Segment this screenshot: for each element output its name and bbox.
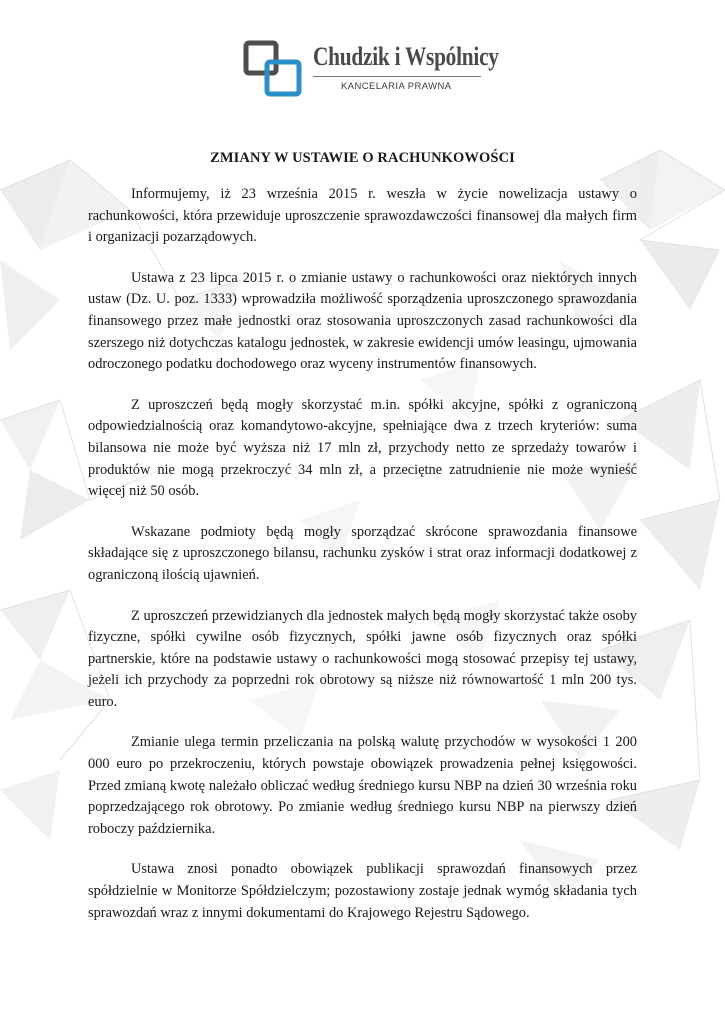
paragraph: Zmianie ulega termin przeliczania na polską walutę przychodów w wysokości 1 200 000 euro po przekroczeniu, których powstaje obowiązek prowadzenia pełnej księgowości. Przed zmianą kwotę należało obliczać według średniego kursu NBP na dzień 30 września roku poprzedzającego rok obrotowy. Po zmianie według średniego kursu NBP na pierwszy dzień roboczy października. bbox=[88, 734, 637, 837]
paragraph: Wskazane podmioty będą mogły sporządzać skrócone sprawozdania finansowe składające się z uproszczonego bilansu, rachunku zysków i strat oraz informacji dodatkowej z ograniczoną ilością ujawnień. bbox=[88, 523, 637, 583]
paragraph: Informujemy, iż 23 września 2015 r. weszła w życie nowelizacja ustawy o rachunkowości, która przewiduje uproszczenie sprawozdawczości finansowej dla małych firm i organizacji pozarządowych. bbox=[88, 186, 637, 246]
paragraph: Z uproszczeń będą mogły skorzystać m.in. spółki akcyjne, spółki z ograniczoną odpowiedzialnością oraz komandytowo-akcyjne, spełniające dwa z trzech kryteriów: suma bilansowa nie może być wyższa niż 17 mln zł, przychody netto ze sprzedaży towarów i produktów nie mogą przekroczyć 34 mln zł, a przeciętne zatrudnienie nie może wynieść więcej niż 50 osób. bbox=[88, 396, 637, 500]
paragraph: Z uproszczeń przewidzianych dla jednostek małych będą mogły skorzystać także osoby fizyczne, spółki cywilne osób fizycznych, spółki jawne osób fizycznych oraz spółki partnerskie, które na podstawie ustawy o rachunkowości mogą stosować przepisy tej ustawy, jeżeli ich przychody za poprzedni rok obrotowy są niższe niż równowartość 1 mln 200 tys. euro. bbox=[88, 607, 637, 710]
firm-logo bbox=[243, 38, 499, 100]
logo-divider bbox=[313, 76, 481, 77]
firm-name: Chudzik i Wspólnicy bbox=[313, 42, 499, 71]
paragraph: Ustawa znosi ponadto obowiązek publikacji sprawozdań finansowych przez spółdzielnie w Monitorze Spółdzielczym; pozostawiony zostaje jednak wymóg składania tych sprawozdań wraz z innymi dokumentami do Krajowego Rejestru Sądowego. bbox=[88, 861, 637, 921]
firm-logo-mark-icon bbox=[243, 40, 303, 98]
document-title: ZMIANY W USTAWIE O RACHUNKOWOŚCI bbox=[210, 150, 515, 166]
document-body bbox=[88, 184, 637, 943]
firm-subtitle: KANCELARIA PRAWNA bbox=[341, 81, 452, 92]
paragraph: Ustawa z 23 lipca 2015 r. o zmianie ustawy o rachunkowości oraz niektórych innych ustaw (Dz. U. poz. 1333) wprowadziła możliwość sporządzenia uproszczonego sprawozdania finansowego przez małe jednostki oraz stosowania uproszczonych zasad rachunkowości dla szerszego niż dotychczas katalogu jednostek, w zakresie ewidencji umów leasingu, ujmowania odroczonego podatku dochodowego oraz wyceny instrumentów finansowych. bbox=[88, 269, 637, 373]
